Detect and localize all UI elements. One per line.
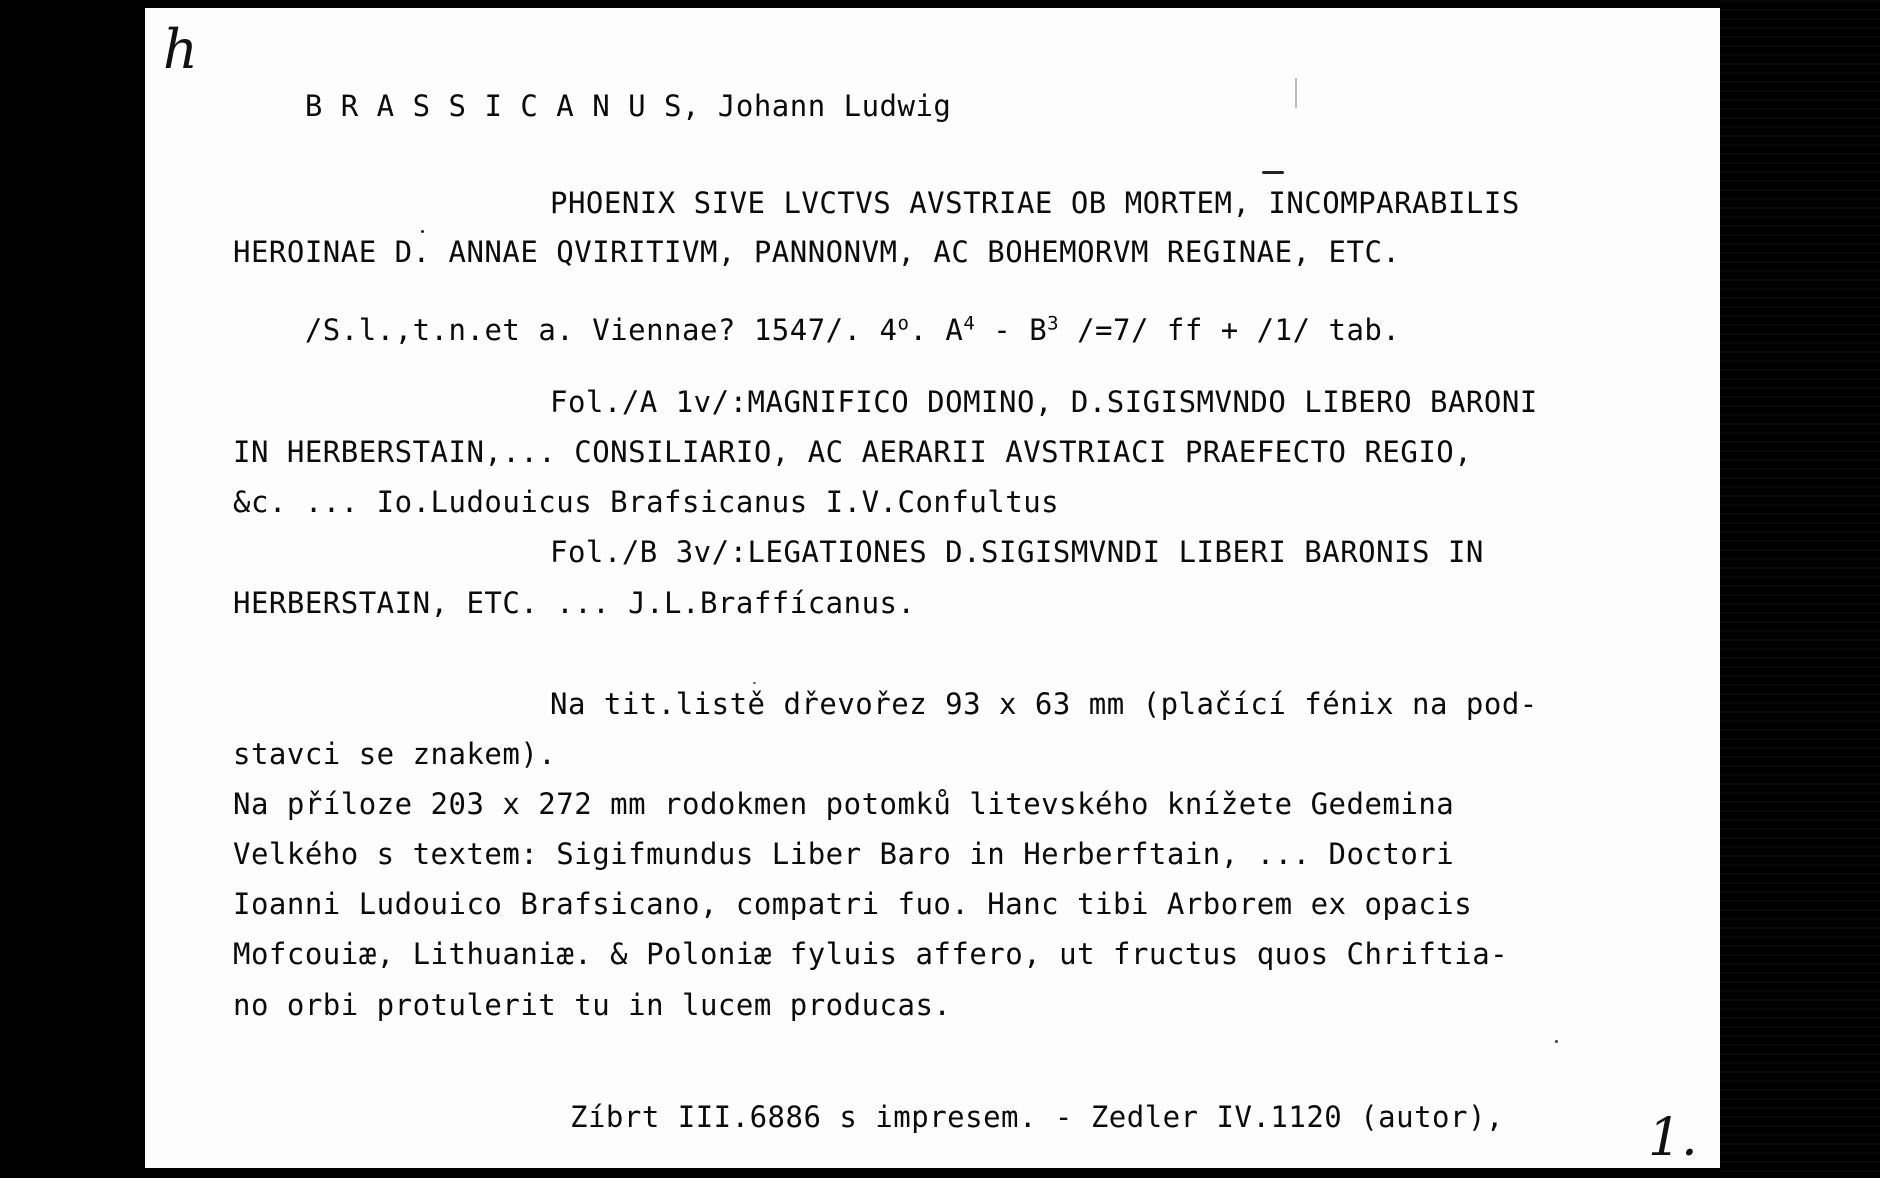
description-line-2: stavci se znakem).: [233, 737, 557, 771]
note-line-5: HERBERSTAIN, ETC. ... J.L.Braffícanus.: [233, 586, 916, 620]
description-line-4: Velkého s textem: Sigifmundus Liber Baro in Herberftain, ... Doctori: [233, 837, 1455, 871]
imprint-collation-b: - B: [975, 313, 1048, 347]
description-line-6: Mofcouiæ, Lithuaniæ. & Poloniæ fyluis affero, ut fructus quos Chriftia-: [233, 937, 1509, 971]
scan-speck: [1295, 78, 1297, 108]
catalog-card: [145, 8, 1720, 1168]
scan-speck: [1555, 1040, 1558, 1043]
description-line-1: Na tit.listě dřevořez 93 x 63 mm (plačící fénix na pod-: [550, 687, 1538, 721]
note-line-3: &c. ... Io.Ludouicus Brafsicanus I.V.Confultus: [233, 485, 1060, 519]
imprint-line: [233, 287, 1400, 374]
scan-speck: [753, 682, 756, 684]
scan-speck: [421, 230, 424, 233]
imprint-extent: /=7/ ff + /1/ tab.: [1059, 313, 1401, 347]
scan-edge-noise: [1720, 0, 1880, 1178]
description-line-7: no orbi protulerit tu in lucem producas.: [233, 988, 952, 1022]
margin-mark-top-left: h: [163, 18, 198, 81]
imprint-place-date: /S.l.,t.n.et a. Viennae? 1547/. 4: [304, 313, 898, 347]
description-line-3: Na příloze 203 x 272 mm rodokmen potomků litevského knížete Gedemina: [233, 787, 1455, 821]
scan-speck: [1262, 171, 1284, 174]
imprint-sig-b-sup: 3: [1047, 312, 1060, 335]
margin-mark-bottom-right: 1.: [1648, 1108, 1698, 1168]
description-line-5: Ioanni Ludouico Brafsicano, compatri fuo. Hanc tibi Arborem ex opacis: [233, 887, 1473, 921]
card-heading: [233, 63, 951, 150]
imprint-collation-a: . A: [909, 313, 964, 347]
note-line-2: IN HERBERSTAIN,... CONSILIARIO, AC AERARII AVSTRIACI PRAEFECTO REGIO,: [233, 435, 1473, 469]
author-given-names: , Johann Ludwig: [682, 89, 952, 123]
imprint-format-sup: o: [897, 312, 910, 335]
note-line-1: Fol./A 1v/:MAGNIFICO DOMINO, D.SIGISMVNDO LIBERO BARONI: [550, 385, 1538, 419]
imprint-sig-a-sup: 4: [963, 312, 976, 335]
author-surname: B R A S S I C A N U S: [304, 89, 682, 123]
note-line-4: Fol./B 3v/:LEGATIONES D.SIGISMVNDI LIBERI BARONIS IN: [550, 535, 1484, 569]
references-line: Zíbrt III.6886 s impresem. - Zedler IV.1120 (autor),: [570, 1100, 1504, 1134]
title-line-2: HEROINAE D. ANNAE QVIRITIVM, PANNONVM, AC BOHEMORVM REGINAE, ETC.: [233, 235, 1401, 269]
title-line-1: PHOENIX SIVE LVCTVS AVSTRIAE OB MORTEM, INCOMPARABILIS: [550, 186, 1520, 220]
